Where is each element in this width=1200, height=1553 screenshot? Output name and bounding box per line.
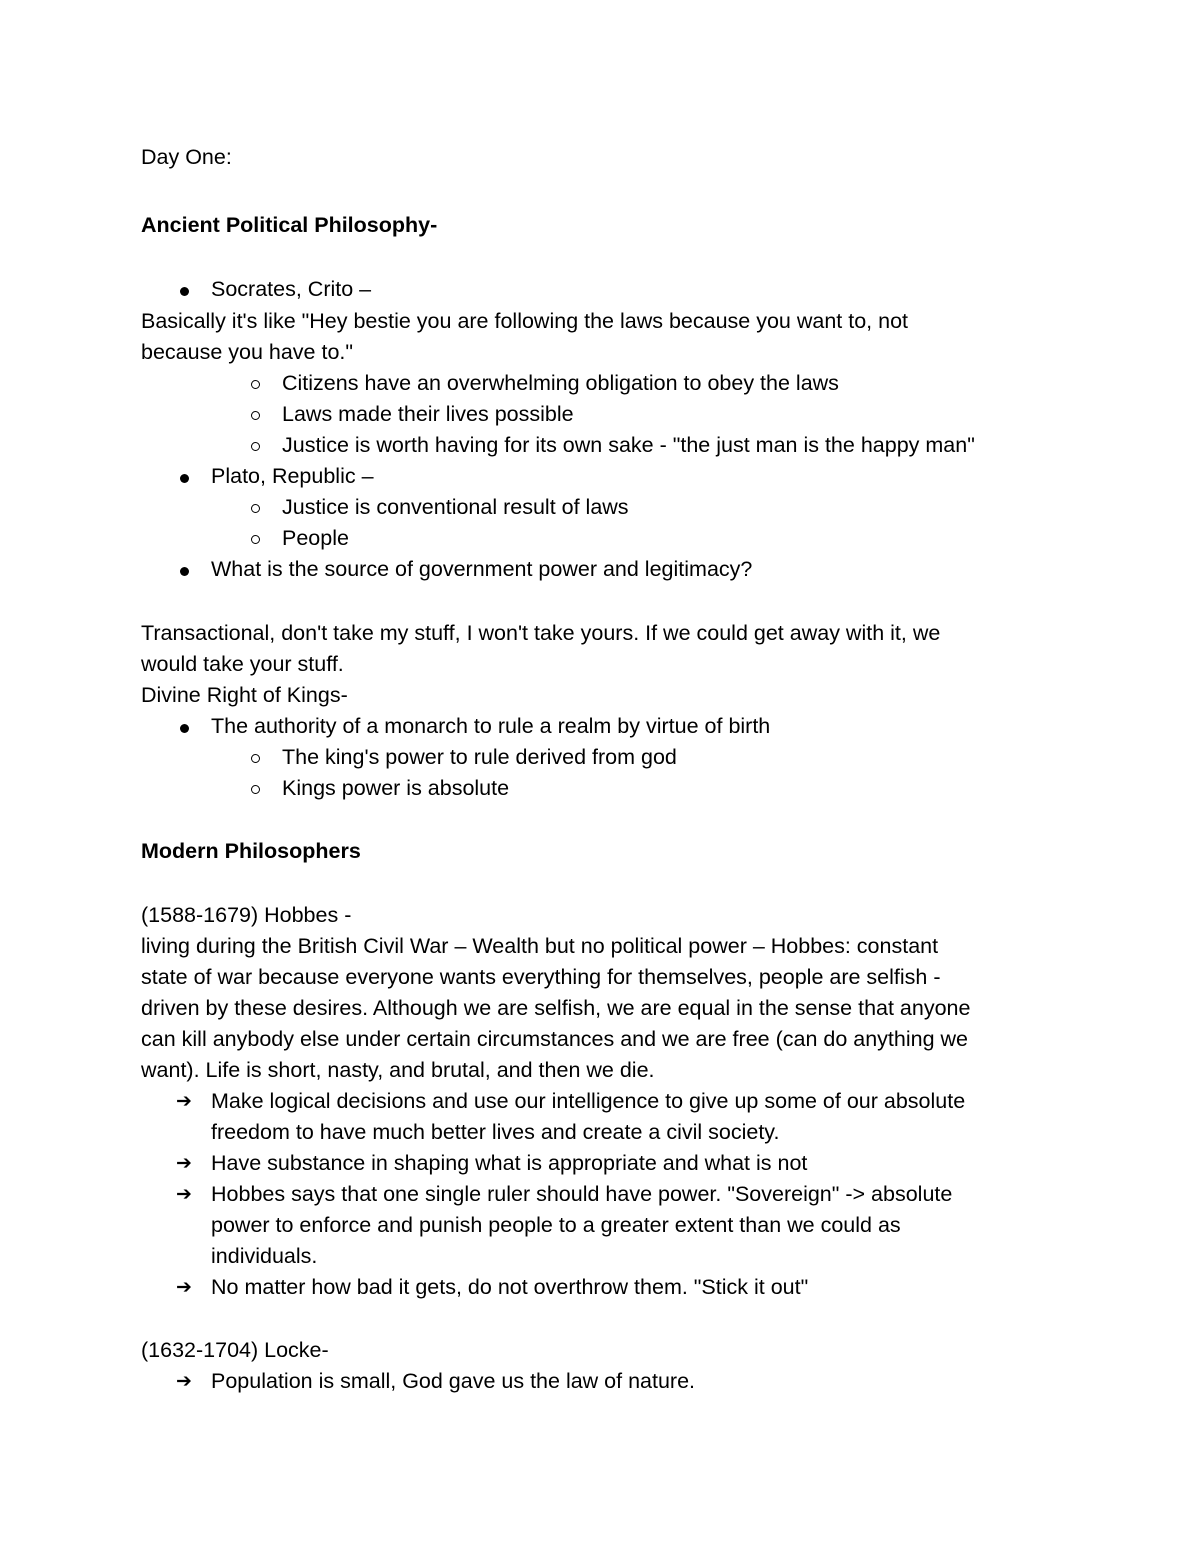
transactional-line: Transactional, don't take my stuff, I won't take yours. If we could get away with it, we xyxy=(141,621,941,645)
arrow-right-icon: ➔ xyxy=(176,1276,192,1298)
sub-bullet-text: Kings power is absolute xyxy=(282,776,510,800)
hobbes-para-line: can kill anybody else under certain circumstances and we are free (can do anything we xyxy=(141,1027,969,1051)
sub-bullet-text: Laws made their lives possible xyxy=(282,402,574,426)
arrow-right-icon: ➔ xyxy=(176,1090,192,1112)
arrow-right-icon: ➔ xyxy=(176,1183,192,1205)
arrow-bullet-text: power to enforce and punish people to a greater extent than we could as xyxy=(211,1213,901,1237)
hobbes-para-line: state of war because everyone wants everything for themselves, people are selfish - xyxy=(141,965,941,989)
bullet-text: What is the source of government power and legitimacy? xyxy=(211,557,753,581)
bullet-dot-icon xyxy=(180,567,189,576)
locke-heading: (1632-1704) Locke- xyxy=(141,1338,329,1362)
arrow-bullet-text: freedom to have much better lives and create a civil society. xyxy=(211,1120,780,1144)
modern-heading: Modern Philosophers xyxy=(141,839,361,863)
transactional-line: would take your stuff. xyxy=(141,652,344,676)
hollow-bullet-icon xyxy=(251,785,260,794)
sub-bullet-text: Justice is conventional result of laws xyxy=(282,495,629,519)
arrow-right-icon: ➔ xyxy=(176,1370,192,1392)
socrates-text-line: Basically it's like "Hey bestie you are following the laws because you want to, not xyxy=(141,309,909,333)
sub-bullet-text: People xyxy=(282,526,349,550)
sub-bullet-text: Justice is worth having for its own sake - "the just man is the happy man" xyxy=(282,433,975,457)
arrow-bullet-text: Have substance in shaping what is appropriate and what is not xyxy=(211,1151,808,1175)
hollow-bullet-icon xyxy=(251,754,260,763)
arrow-bullet-text: individuals. xyxy=(211,1244,318,1268)
day-heading: Day One: xyxy=(141,145,232,169)
bullet-dot-icon xyxy=(180,474,189,483)
ancient-heading: Ancient Political Philosophy- xyxy=(141,213,438,237)
hobbes-para-line: living during the British Civil War – Wealth but no political power – Hobbes: constant xyxy=(141,934,939,958)
hollow-bullet-icon xyxy=(251,535,260,544)
hobbes-para-line: want). Life is short, nasty, and brutal, and then we die. xyxy=(141,1058,655,1082)
bullet-text: Socrates, Crito – xyxy=(211,277,372,301)
arrow-bullet-text: Population is small, God gave us the law of nature. xyxy=(211,1369,696,1393)
hobbes-heading: (1588-1679) Hobbes - xyxy=(141,903,352,927)
bullet-dot-icon xyxy=(180,287,189,296)
bullet-text: The authority of a monarch to rule a realm by virtue of birth xyxy=(211,714,771,738)
arrow-bullet-text: Hobbes says that one single ruler should have power. "Sovereign" -> absolute xyxy=(211,1182,953,1206)
arrow-right-icon: ➔ xyxy=(176,1152,192,1174)
hobbes-para-line: driven by these desires. Although we are selfish, we are equal in the sense that anyone xyxy=(141,996,971,1020)
divine-heading: Divine Right of Kings- xyxy=(141,683,348,707)
hollow-bullet-icon xyxy=(251,442,260,451)
bullet-text: Plato, Republic – xyxy=(211,464,374,488)
sub-bullet-text: Citizens have an overwhelming obligation to obey the laws xyxy=(282,371,839,395)
hollow-bullet-icon xyxy=(251,504,260,513)
socrates-text-line: because you have to." xyxy=(141,340,354,364)
hollow-bullet-icon xyxy=(251,411,260,420)
arrow-bullet-text: No matter how bad it gets, do not overthrow them. "Stick it out" xyxy=(211,1275,809,1299)
arrow-bullet-text: Make logical decisions and use our intelligence to give up some of our absolute xyxy=(211,1089,966,1113)
sub-bullet-text: The king's power to rule derived from god xyxy=(282,745,677,769)
hollow-bullet-icon xyxy=(251,380,260,389)
bullet-dot-icon xyxy=(180,724,189,733)
